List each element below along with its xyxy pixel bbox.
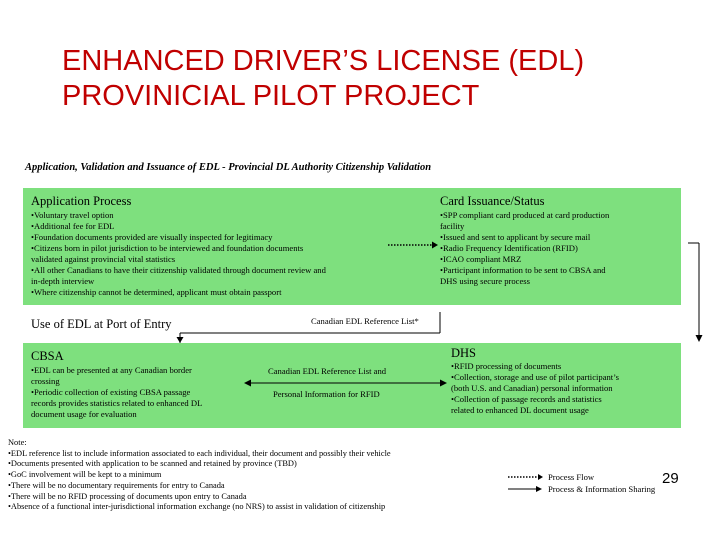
cbsa-item: crossing bbox=[31, 376, 60, 386]
notes-heading: Note: bbox=[8, 438, 27, 447]
personal-info-label: Personal Information for RFID bbox=[273, 389, 380, 399]
card-to-cbsa-arrowhead bbox=[177, 337, 184, 343]
card-issuance-list bbox=[440, 210, 609, 287]
cbsa-item: records provides statistics related to enhanced DL bbox=[31, 398, 203, 408]
dhs-item: •Collection, storage and use of pilot participant’s bbox=[451, 372, 619, 382]
card-issuance-item: •Issued and sent to applicant by secure mail bbox=[440, 232, 591, 242]
notes-section bbox=[8, 438, 391, 513]
application-process-heading: Application Process bbox=[31, 194, 132, 208]
cbsa-heading: CBSA bbox=[31, 349, 64, 363]
process-flow-arrowhead bbox=[432, 242, 438, 249]
application-process-item: •Voluntary travel option bbox=[31, 210, 114, 220]
dhs-item: •Collection of passage records and statistics bbox=[451, 394, 602, 404]
reference-list-label: Canadian EDL Reference List* bbox=[311, 316, 419, 326]
cbsa-item: •Periodic collection of existing CBSA passage bbox=[31, 387, 191, 397]
dhs-item: related to enhanced DL document usage bbox=[451, 405, 589, 415]
card-issuance-item: •Radio Frequency Identification (RFID) bbox=[440, 243, 578, 253]
application-process-item: •Additional fee for EDL bbox=[31, 221, 115, 231]
dhs-list bbox=[451, 361, 619, 416]
application-process-item: •Where citizenship cannot be determined, applicant must obtain passport bbox=[31, 287, 282, 297]
card-issuance-item: •SPP compliant card produced at card production bbox=[440, 210, 610, 220]
card-issuance-item: facility bbox=[440, 221, 465, 231]
cbsa-item: document usage for evaluation bbox=[31, 409, 137, 419]
note-item: •Documents presented with application to be scanned and retained by province (TBD) bbox=[8, 459, 297, 469]
card-issuance-heading: Card Issuance/Status bbox=[440, 194, 545, 208]
cbsa-item: •EDL can be presented at any Canadian border bbox=[31, 365, 192, 375]
page-number: 29 bbox=[662, 470, 679, 487]
dhs-heading: DHS bbox=[451, 346, 477, 360]
port-of-entry-heading: Use of EDL at Port of Entry bbox=[31, 317, 172, 331]
dhs-item: (both U.S. and Canadian) personal information bbox=[451, 383, 613, 393]
note-item: •There will be no RFID processing of documents upon entry to Canada bbox=[8, 491, 247, 501]
application-process-item: •Foundation documents provided are visually inspected for legitimacy bbox=[31, 232, 273, 242]
legend-process-flow: Process Flow bbox=[548, 472, 595, 482]
slide-subtitle: Application, Validation and Issuance of EDL - Provincial DL Authority Citizenship Validation bbox=[25, 162, 432, 173]
title-line-1: ENHANCED DRIVER’S LICENSE (EDL) bbox=[62, 45, 585, 77]
note-item: •GoC involvement will be kept to a minimum bbox=[8, 470, 162, 480]
card-to-dhs-arrowhead bbox=[696, 335, 703, 342]
application-process-item: in-depth interview bbox=[31, 276, 95, 286]
card-issuance-item: •Participant information to be sent to CBSA and bbox=[440, 265, 606, 275]
application-process-list bbox=[31, 210, 326, 298]
dhs-item: •RFID processing of documents bbox=[451, 361, 562, 371]
notes-list bbox=[8, 449, 391, 513]
note-item: •There will be no documentary requirements for entry to Canada bbox=[8, 480, 225, 490]
card-issuance-item: •ICAO compliant MRZ bbox=[440, 254, 522, 264]
note-item: •Absence of a functional inter-jurisdictional information exchange (no NRS) to assist in validation of citizenship bbox=[8, 502, 386, 512]
card-issuance-item: DHS using secure process bbox=[440, 276, 530, 286]
reference-list-and-label: Canadian EDL Reference List and bbox=[268, 366, 387, 376]
application-process-item: •Citizens born in pilot jurisdiction to be interviewed and foundation documents bbox=[31, 243, 304, 253]
cbsa-list bbox=[31, 365, 202, 420]
application-process-item: •All other Canadians to have their citizenship validated through document review and bbox=[31, 265, 326, 275]
application-process-item: validated against provincial vital statistics bbox=[31, 254, 176, 264]
title-line-2: PROVINICIAL PILOT PROJECT bbox=[62, 80, 480, 112]
note-item: •EDL reference list to include information associated to each individual, their document and possibly their vehicle bbox=[8, 448, 391, 458]
legend-info-sharing: Process & Information Sharing bbox=[548, 484, 656, 494]
